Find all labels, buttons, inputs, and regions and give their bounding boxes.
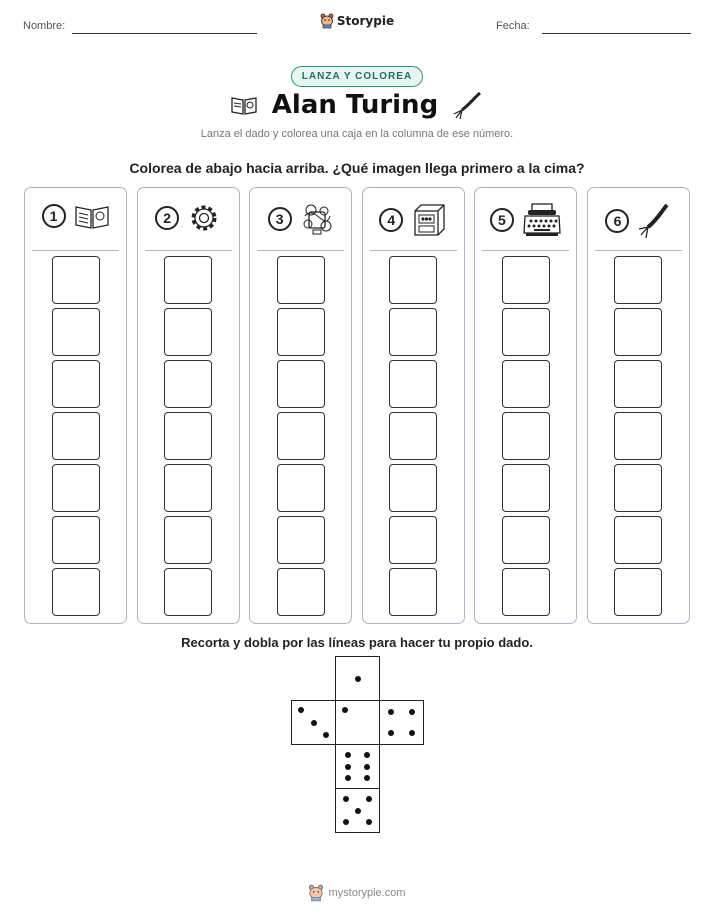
- color-box[interactable]: [52, 568, 100, 616]
- column-1: [24, 187, 127, 624]
- color-box[interactable]: [277, 256, 325, 304]
- color-box[interactable]: [52, 256, 100, 304]
- color-box[interactable]: [502, 360, 550, 408]
- die-pip: [355, 808, 361, 814]
- die-pip: [343, 796, 349, 802]
- color-box[interactable]: [277, 308, 325, 356]
- column-5: [474, 187, 577, 624]
- color-box[interactable]: [614, 412, 662, 460]
- color-box[interactable]: [502, 256, 550, 304]
- die-pip: [298, 707, 304, 713]
- color-box[interactable]: [164, 568, 212, 616]
- die-pip: [345, 775, 351, 781]
- tangled-machine-icon: [300, 202, 334, 236]
- color-box[interactable]: [502, 412, 550, 460]
- storypie-mascot-icon: [308, 884, 324, 902]
- color-box[interactable]: [164, 516, 212, 564]
- color-box[interactable]: [502, 568, 550, 616]
- die-face-4: [379, 700, 424, 745]
- storypie-mascot-icon: [320, 13, 334, 29]
- color-box[interactable]: [277, 360, 325, 408]
- column-number: 4: [379, 208, 403, 232]
- color-box[interactable]: [277, 568, 325, 616]
- die-pip: [366, 819, 372, 825]
- color-box[interactable]: [614, 516, 662, 564]
- die-pip: [366, 796, 372, 802]
- gear-icon: [187, 202, 221, 234]
- color-box[interactable]: [389, 360, 437, 408]
- die-pip: [345, 752, 351, 758]
- page-title: Alan Turing: [271, 90, 439, 120]
- column-4: [362, 187, 465, 624]
- die-pip: [364, 752, 370, 758]
- die-pip: [345, 764, 351, 770]
- brand-logo: [0, 13, 714, 34]
- color-box[interactable]: [277, 412, 325, 460]
- column-2: [137, 187, 240, 624]
- name-label: Nombre:: [23, 20, 66, 32]
- column-number: 6: [605, 209, 629, 233]
- footer-url[interactable]: mystorypie.com: [328, 887, 406, 899]
- color-box[interactable]: [389, 412, 437, 460]
- subtitle: Lanza el dado y colorea una caja en la columna de ese número.: [200, 128, 514, 140]
- column-number: 5: [490, 208, 514, 232]
- die-pip: [409, 730, 415, 736]
- color-box[interactable]: [164, 360, 212, 408]
- die-face-1: [335, 700, 380, 745]
- cut-instruction: Recorta y dobla por las líneas para hacer tu propio dado.: [181, 635, 533, 650]
- color-box[interactable]: [614, 464, 662, 512]
- color-box[interactable]: [164, 308, 212, 356]
- color-box[interactable]: [502, 464, 550, 512]
- color-box[interactable]: [164, 412, 212, 460]
- die-pip: [364, 764, 370, 770]
- color-box[interactable]: [164, 256, 212, 304]
- color-box[interactable]: [614, 256, 662, 304]
- die-face-5: [335, 788, 380, 833]
- color-box[interactable]: [389, 464, 437, 512]
- color-box[interactable]: [277, 464, 325, 512]
- color-box[interactable]: [277, 516, 325, 564]
- color-box[interactable]: [52, 412, 100, 460]
- color-box[interactable]: [52, 516, 100, 564]
- die-pip: [342, 707, 348, 713]
- wire-cable-icon: [452, 90, 484, 120]
- date-line[interactable]: [542, 33, 691, 34]
- die-face-1: [335, 656, 380, 701]
- die-face-6: [335, 744, 380, 789]
- die-pip: [364, 775, 370, 781]
- column-number: 3: [268, 207, 292, 231]
- brand-name: Storypie: [336, 14, 395, 28]
- die-pip: [388, 730, 394, 736]
- die-pip: [355, 676, 361, 682]
- column-3: [249, 187, 352, 624]
- color-box[interactable]: [52, 308, 100, 356]
- column-number: 1: [42, 204, 66, 228]
- activity-badge: LANZA Y COLOREA: [291, 66, 423, 87]
- die-face-3: [291, 700, 336, 745]
- die-pip: [311, 720, 317, 726]
- race-columns: [24, 187, 690, 624]
- instruction: Colorea de abajo hacia arriba. ¿Qué imagen llega primero a la cima?: [129, 160, 585, 176]
- open-book-icon: [74, 202, 110, 230]
- column-number: 2: [155, 206, 179, 230]
- die-pip: [409, 709, 415, 715]
- color-box[interactable]: [502, 308, 550, 356]
- die-pip: [323, 732, 329, 738]
- color-box[interactable]: [614, 308, 662, 356]
- die-pip: [388, 709, 394, 715]
- column-6: [587, 187, 690, 624]
- wire-cable-icon: [637, 202, 671, 240]
- typewriter-icon: [522, 202, 562, 238]
- color-box[interactable]: [164, 464, 212, 512]
- footer: [0, 884, 714, 907]
- color-box[interactable]: [52, 360, 100, 408]
- die-pip: [343, 819, 349, 825]
- open-book-icon: [230, 94, 258, 116]
- color-box[interactable]: [389, 516, 437, 564]
- color-box[interactable]: [389, 308, 437, 356]
- color-box[interactable]: [389, 256, 437, 304]
- date-label: Fecha:: [496, 20, 530, 32]
- color-box[interactable]: [614, 360, 662, 408]
- color-box[interactable]: [614, 568, 662, 616]
- color-box[interactable]: [52, 464, 100, 512]
- color-box[interactable]: [389, 568, 437, 616]
- enigma-box-icon: [411, 202, 447, 238]
- color-box[interactable]: [502, 516, 550, 564]
